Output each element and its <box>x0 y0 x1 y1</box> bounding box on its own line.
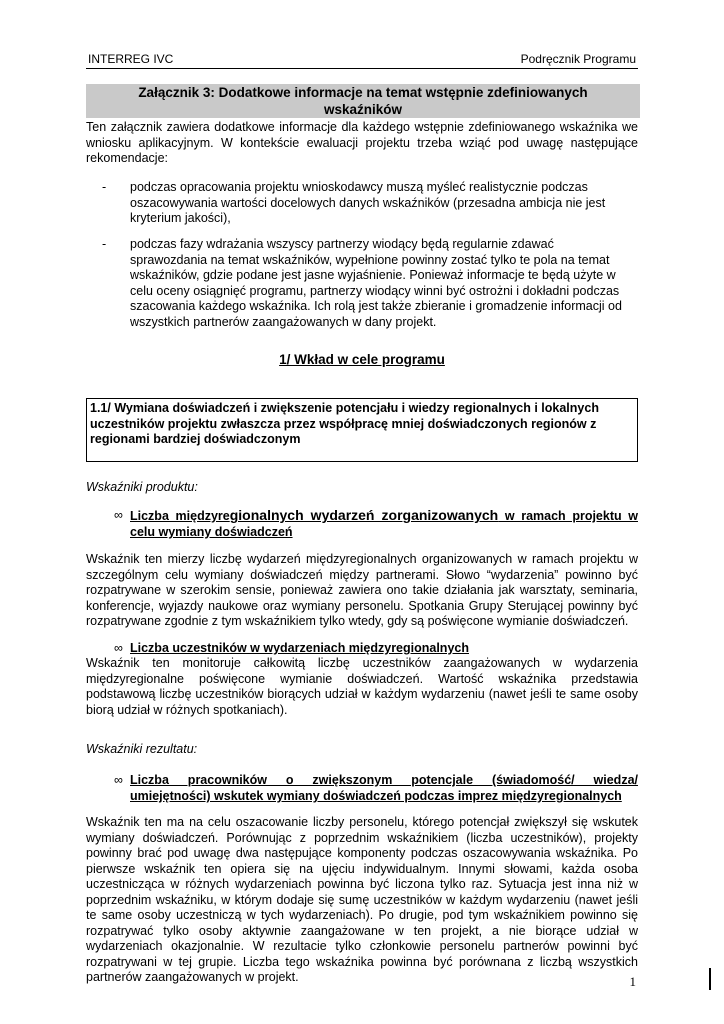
list-item <box>102 237 622 330</box>
infinity-bullet-icon: ∞ <box>114 508 123 522</box>
indicator-events-part2: gionalnych wydarzeń zorganizowanych <box>229 507 499 523</box>
indicator-staff <box>114 772 638 804</box>
indicator-staff-line1: Liczba pracowników o zwiększonym potencjale (świadomość/ wiedza/ <box>130 773 638 787</box>
list-dash: - <box>102 180 107 194</box>
indicator-staff-description: Wskaźnik ten ma na celu oszacowanie liczby personelu, którego potencjał zwiększył się wskutek wymiany doświadczeń. Porównując z poprzednim wskaźnikiem (liczba uczestników), projekty powinny brać pod uwagę dwa następujące komponenty podczas oszacowywania wskaźnika. Po pierwsze wskaźnik ten opiera się na ujęciu indywidualnym. Innymi słowami, każda osoba uczestnicząca w różnych wydarzeniach powinna być liczona tylko raz. Sytuacja jest inna niż w poprzednim wskaźniku, w którym dodaje się sumę uczestników w każdym wydarzeniu (nawet jeśli te same osoby uczestniczą w tych wydarzeniach). Po drugie, pod tym wskaźnikiem powinno się rozpatrywać tylko osoby aktywnie zaangażowane w ten projekt, a nie biorące udział w wydarzeniach okazjonalnie. W rezultacie tylko członkowie personelu partnerów powinni być rozpatrywani w tej grupie. Liczba tego wskaźnika powinna być porównana z liczbą wszystkich partnerów zaangażowanych w projekt. <box>86 815 638 984</box>
header-rule <box>86 68 638 69</box>
indicator-events-description: Wskaźnik ten mierzy liczbę wydarzeń międzyregionalnych organizowanych w ramach projektu w szczególnym celu wymiany doświadczeń między partnerami. Słowo “wydarzenia” powinno być rozpatrywane w szerokim sensie, ponieważ zawiera ono takie działania jak warsztaty, seminaria, konferencje, wyjazdy naukowe oraz wymiany personelu. Spotkania Grupy Sterującej powinny być rozpatrywane zgodnie z tym wskaźnikiem tylko wtedy, gdy są poświęcone wymianie doświadczeń. <box>86 552 638 628</box>
indicator-staff-line2: umiejętności) wskutek wymiany doświadczeń podczas imprez międzyregionalnych <box>130 789 622 803</box>
result-indicators-label: Wskaźniki rezultatu: <box>86 742 198 756</box>
indicator-participants-description: Wskaźnik ten monitoruje całkowitą liczbę uczestników zaangażowanych w wydarzenia międzyregionalne poświęcone wymianie doświadczeń. Wartość wskaźnika przedstawia podstawową liczbę uczestników biorących udział w każdym wydarzeniu (nawet jeśli te same osoby biorą udział w różnych spotkaniach). <box>86 656 638 717</box>
list-item <box>102 180 622 227</box>
annex-title-line1: Załącznik 3: Dodatkowe informacje na temat wstępnie zdefiniowanych <box>138 85 588 100</box>
page-number: 1 <box>629 974 636 989</box>
infinity-bullet-icon: ∞ <box>114 773 123 787</box>
indicator-events-part1: Liczba międzyre <box>130 509 230 523</box>
indicator-events <box>114 507 638 540</box>
product-indicators-label: Wskaźniki produktu: <box>86 480 198 494</box>
infinity-bullet-icon: ∞ <box>114 641 123 655</box>
intro-paragraph: Ten załącznik zawiera dodatkowe informacje dla każdego wstępnie zdefiniowanego wskaźnika we wniosku aplikacyjnym. W kontekście ewaluacji projektu trzeba wziąć pod uwagę następujące rekomendacje: <box>86 120 638 165</box>
indicator-events-line2: celu wymiany doświadczeń <box>130 525 293 539</box>
list-dash: - <box>102 237 107 251</box>
list-item-text: podczas opracowania projektu wnioskodawcy muszą myśleć realistycznie podczas oszacowywania wartości docelowych danych wskaźników (przesadna ambicja nie jest kryterium jakości), <box>130 180 606 225</box>
annex-title-line2: wskaźników <box>323 102 403 117</box>
indicator-participants-text: Liczba uczestników w wydarzeniach międzyregionalnych <box>130 641 469 655</box>
indicator-participants <box>114 640 638 656</box>
header-right: Podręcznik Programu <box>520 52 636 66</box>
indicator-events-part3: w ramach projektu w <box>498 509 638 523</box>
margin-bar <box>709 968 711 990</box>
list-item-text: podczas fazy wdrażania wszyscy partnerzy wiodący będą regularnie zdawać sprawozdania na temat wskaźników, wypełnione powinny zostać tylko te pola na temat wskaźników, gdzie podane jest jasne wyjaśnienie. Ponieważ informacje te będą użyte w celu oceny osiągnięć programu, partnerzy wiodący winni być ostrożni i dokładni podczas szacowania każdego wskaźnika. Ich rolą jest także zbieranie i gromadzenie informacji od wszystkich partnerów zaangażowanych w dany projekt. <box>130 237 622 329</box>
annex-title <box>86 84 640 118</box>
header-left: INTERREG IVC <box>88 52 174 66</box>
objective-box: 1.1/ Wymiana doświadczeń i zwiększenie potencjału i wiedzy regionalnych i lokalnych uczestników projektu zwłaszcza przez współpracę mniej doświadczonych regionów z regionami bardziej doświadczonym <box>86 398 638 462</box>
section-heading: 1/ Wkład w cele programu <box>279 352 445 367</box>
